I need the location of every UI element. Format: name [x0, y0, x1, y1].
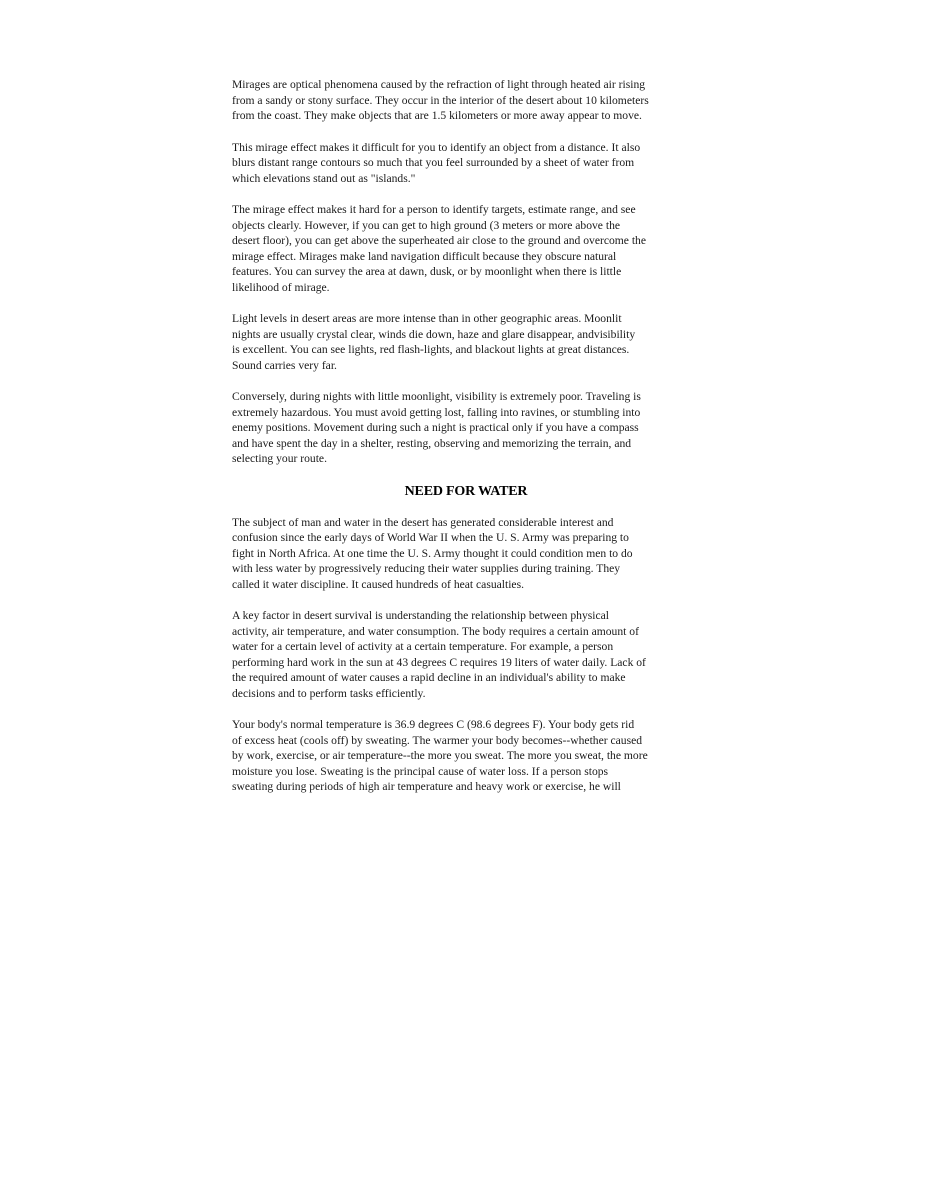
- paragraph-light-levels: [232, 311, 700, 373]
- text-line: sweating during periods of high air temperature and heavy work or exercise, he will: [232, 780, 621, 793]
- text-line: A key factor in desert survival is understanding the relationship between physical: [232, 609, 610, 622]
- page-content: [232, 77, 700, 811]
- text-line: of excess heat (cools off) by sweating. The warmer your body becomes--whether caused: [232, 733, 643, 747]
- section-heading: NEED FOR WATER: [404, 483, 528, 499]
- text-line: This mirage effect makes it difficult for you to identify an object from a distance. It also: [232, 140, 641, 154]
- text-line: the required amount of water causes a rapid decline in an individual's ability to make: [232, 671, 626, 684]
- text-line: Your body's normal temperature is 36.9 degrees C (98.6 degrees F). Your body gets rid: [232, 718, 635, 731]
- paragraph-mirage-navigation: [232, 202, 700, 295]
- text-line: mirage effect. Mirages make land navigation difficult because they obscure natural: [232, 249, 617, 263]
- text-line: The subject of man and water in the desert has generated considerable interest and: [232, 515, 614, 529]
- text-line: performing hard work in the sun at 43 degrees C requires 19 liters of water daily. Lack of: [232, 655, 646, 669]
- paragraph-water-history: [232, 515, 700, 593]
- text-line: and have spent the day in a shelter, resting, observing and memorizing the terrain, and: [232, 436, 632, 450]
- text-line: nights are usually crystal clear, winds die down, haze and glare disappear, andvisibility: [232, 327, 636, 341]
- text-line: Conversely, during nights with little moonlight, visibility is extremely poor. Traveling is: [232, 390, 641, 403]
- paragraph-water-consumption: [232, 608, 700, 701]
- text-line: moisture you lose. Sweating is the principal cause of water loss. If a person stops: [232, 764, 609, 778]
- text-line: objects clearly. However, if you can get to high ground (3 meters or more above the: [232, 218, 621, 232]
- text-line: fight in North Africa. At one time the U. S. Army thought it could condition men to do: [232, 546, 633, 560]
- text-line: activity, air temperature, and water consumption. The body requires a certain amount of: [232, 624, 639, 638]
- text-line: The mirage effect makes it hard for a person to identify targets, estimate range, and see: [232, 203, 636, 216]
- text-line: decisions and to perform tasks efficiently.: [232, 686, 426, 700]
- paragraph-mirage-effect: [232, 140, 700, 187]
- text-line: confusion since the early days of World War II when the U. S. Army was preparing to: [232, 531, 629, 544]
- text-line: enemy positions. Movement during such a night is practical only if you have a compass: [232, 421, 639, 434]
- text-line: called it water discipline. It caused hundreds of heat casualties.: [232, 577, 524, 591]
- paragraph-night-visibility: [232, 389, 700, 467]
- text-line: features. You can survey the area at dawn, dusk, or by moonlight when there is little: [232, 265, 622, 278]
- text-line: blurs distant range contours so much that you feel surrounded by a sheet of water from: [232, 156, 635, 169]
- text-line: likelihood of mirage.: [232, 280, 330, 294]
- text-line: water for a certain level of activity at a certain temperature. For example, a person: [232, 640, 614, 653]
- text-line: Sound carries very far.: [232, 358, 337, 372]
- text-line: by work, exercise, or air temperature--the more you sweat. The more you sweat, the more: [232, 749, 648, 762]
- text-line: extremely hazardous. You must avoid getting lost, falling into ravines, or stumbling into: [232, 405, 641, 419]
- text-line: Light levels in desert areas are more intense than in other geographic areas. Moonlit: [232, 312, 622, 325]
- text-line: which elevations stand out as "islands.": [232, 171, 416, 185]
- text-line: with less water by progressively reducing their water supplies during training. They: [232, 562, 621, 575]
- text-line: desert floor), you can get above the superheated air close to the ground and overcome the: [232, 234, 646, 247]
- text-line: selecting your route.: [232, 452, 327, 465]
- text-line: is excellent. You can see lights, red flash-lights, and blackout lights at great distances.: [232, 343, 630, 356]
- text-line: from a sandy or stony surface. They occur in the interior of the desert about 10 kilometers: [232, 93, 649, 107]
- text-line: from the coast. They make objects that are 1.5 kilometers or more away appear to move.: [232, 109, 642, 122]
- paragraph-mirage-definition: [232, 77, 700, 124]
- paragraph-body-temperature: [232, 717, 700, 795]
- text-line: Mirages are optical phenomena caused by the refraction of light through heated air rising: [232, 78, 646, 91]
